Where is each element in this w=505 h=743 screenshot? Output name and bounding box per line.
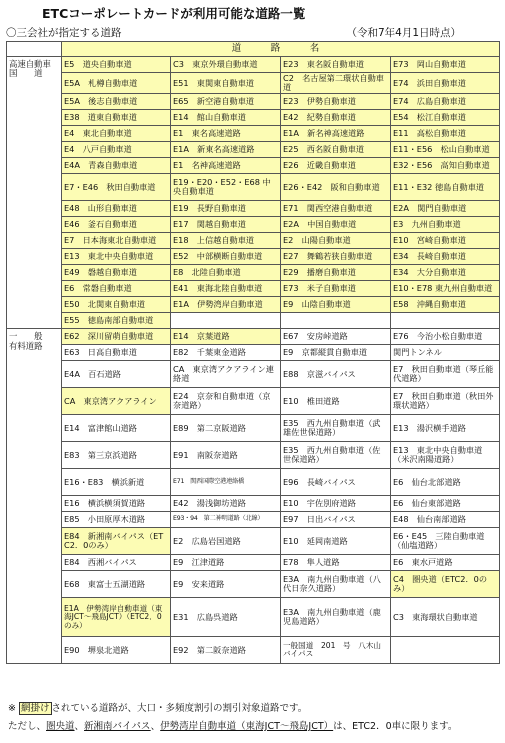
road-cell: E32・E56 高知自動車道 (391, 158, 500, 174)
road-cell: E1A 新東名高速道路 (171, 142, 281, 158)
road-cell (171, 313, 281, 329)
road-cell (391, 637, 500, 664)
road-cell: E35 西九州自動車道（武雄佐世保道路） (281, 415, 391, 442)
table-row (7, 496, 500, 512)
road-cell: E54 松江自動車道 (391, 110, 500, 126)
footnote-road-3: 伊勢湾岸自動車道（東海JCT～飛島JCT） (160, 721, 334, 732)
road-cell: E46 釜石自動車道 (62, 217, 171, 233)
table-row (7, 201, 500, 217)
road-cell: E71 関西空港自動車道 (281, 201, 391, 217)
road-cell: E48 仙台南部道路 (391, 512, 500, 528)
road-cell: E2A 中国自動車道 (281, 217, 391, 233)
road-cell: E92 第二阪奈道路 (171, 637, 281, 664)
road-cell: E19 長野自動車道 (171, 201, 281, 217)
table-row (7, 158, 500, 174)
road-cell: E89 第二京阪道路 (171, 415, 281, 442)
category-label: 高速自動車 (9, 59, 51, 69)
road-cell: E52 中部横断自動車道 (171, 249, 281, 265)
road-cell: E16・E83 横浜新道 (62, 469, 171, 496)
table-row (7, 297, 500, 313)
table-row (7, 281, 500, 297)
table-row (7, 142, 500, 158)
road-cell: E10 宮崎自動車道 (391, 233, 500, 249)
road-cell: E26・E42 阪和自動車道 (281, 174, 391, 201)
table-row (7, 73, 500, 94)
road-cell: E84 新湘南バイパス（ETC2．0のみ） (62, 528, 171, 555)
road-cell: C2 名古屋第二環状自動車道 (281, 73, 391, 94)
road-cell: E16 横浜横須賀道路 (62, 496, 171, 512)
road-cell: E58 沖縄自動車道 (391, 297, 500, 313)
road-cell: E8 北陸自動車道 (171, 265, 281, 281)
road-cell: E23 東名阪自動車道 (281, 57, 391, 73)
road-cell: E41 東海北陸自動車道 (171, 281, 281, 297)
table-row (7, 265, 500, 281)
table-row (7, 415, 500, 442)
road-cell: E34 長崎自動車道 (391, 249, 500, 265)
road-cell: E10 延岡南道路 (281, 528, 391, 555)
footnote-suffix: は、ETC2．0車に限ります。 (333, 721, 458, 732)
road-cell: E73 岡山自動車道 (391, 57, 500, 73)
shaded-legend: 網掛け (21, 703, 50, 714)
table-row (7, 329, 500, 345)
table-row (7, 442, 500, 469)
road-cell: E4 八戸自動車道 (62, 142, 171, 158)
road-cell: E11・E56 松山自動車道 (391, 142, 500, 158)
road-cell: E6 常磐自動車道 (62, 281, 171, 297)
road-cell: E90 堺泉北道路 (62, 637, 171, 664)
road-cell: E4A 百石道路 (62, 361, 171, 388)
road-cell: C3 東京外環自動車道 (171, 57, 281, 73)
road-cell: E51 東関東自動車道 (171, 73, 281, 94)
road-cell: E5 道央自動車道 (62, 57, 171, 73)
category-label: 有料道路 (9, 340, 43, 351)
road-cell (281, 313, 391, 329)
table-row (7, 512, 500, 528)
road-cell: E11・E32 徳島自動車道 (391, 174, 500, 201)
table-row (7, 174, 500, 201)
table-row (7, 528, 500, 555)
table-row (7, 637, 500, 664)
road-cell (391, 313, 500, 329)
road-cell: E88 京滋バイパス (281, 361, 391, 388)
footnote-prefix: ただし、 (8, 721, 47, 732)
footnote-road-1: 圏央道 (46, 721, 75, 732)
road-cell: C4 圏央道（ETC2．0のみ） (391, 571, 500, 598)
road-cell: E73 米子自動車道 (281, 281, 391, 297)
road-cell: E6 仙台東部道路 (391, 496, 500, 512)
header-corner (7, 42, 62, 57)
table-row (7, 94, 500, 110)
road-cell: E42 紀勢自動車道 (281, 110, 391, 126)
road-cell: E65 新空港自動車道 (171, 94, 281, 110)
table-row (7, 126, 500, 142)
road-cell: E6・E45 三陸自動車道（仙塩道路） (391, 528, 500, 555)
road-cell: E74 広島自動車道 (391, 94, 500, 110)
road-cell: E13 湯沢横手道路 (391, 415, 500, 442)
road-cell: E91 南阪奈道路 (171, 442, 281, 469)
footnote-sep: 、 (74, 721, 85, 732)
table-row (7, 249, 500, 265)
table-row (7, 555, 500, 571)
highway-category (7, 57, 62, 329)
road-cell: E4A 青森自動車道 (62, 158, 171, 174)
road-table (6, 41, 500, 664)
road-cell: E4 東北自動車道 (62, 126, 171, 142)
road-cell: E49 磐越自動車道 (62, 265, 171, 281)
table-row (7, 217, 500, 233)
road-cell: E10 宇佐別府道路 (281, 496, 391, 512)
road-cell: E3A 南九州自動車道（鹿児島道路） (281, 598, 391, 637)
footnote-text: されている道路が、大口・多頻度割引の割引対象道路です。 (51, 703, 308, 714)
table-row (7, 313, 500, 329)
road-cell: E38 道東自動車道 (62, 110, 171, 126)
road-cell: E10・E78 東九州自動車道 (391, 281, 500, 297)
road-cell: E1A 伊勢湾岸自動車道 (171, 297, 281, 313)
as-of-date: （令和7年4月1日時点） (346, 27, 461, 39)
road-cell: E85 小田原厚木道路 (62, 512, 171, 528)
road-cell: E55 徳島南部自動車道 (62, 313, 171, 329)
general-category (7, 329, 62, 664)
road-cell: E2 広島岩国道路 (171, 528, 281, 555)
road-cell: E76 今治小松自動車道 (391, 329, 500, 345)
road-cell: E25 西名阪自動車道 (281, 142, 391, 158)
table-row (7, 233, 500, 249)
road-cell: E3A 南九州自動車道（八代日奈久道路） (281, 571, 391, 598)
road-cell: E10 椎田道路 (281, 388, 391, 415)
road-cell: E14 京葉道路 (171, 329, 281, 345)
road-cell: E71 関西国際空港連絡橋 (171, 469, 281, 496)
road-cell: E26 近畿自動車道 (281, 158, 391, 174)
road-cell: E13 東北中央自動車道（米沢南陽道路） (391, 442, 500, 469)
road-cell: E96 長崎バイパス (281, 469, 391, 496)
table-row (7, 57, 500, 73)
footnote-road-2: 新湘南バイパス (84, 721, 151, 732)
road-cell: E2 山陽自動車道 (281, 233, 391, 249)
table-row (7, 571, 500, 598)
category-label: 一 般 (9, 331, 43, 342)
table-header: 道 路 名 (62, 42, 500, 57)
road-cell: E23 伊勢自動車道 (281, 94, 391, 110)
footnote-etc2 (8, 718, 457, 732)
road-cell: E27 舞鶴若狭自動車道 (281, 249, 391, 265)
road-cell: E42 湯浅御坊道路 (171, 496, 281, 512)
table-row (7, 598, 500, 637)
road-cell: E7 日本海東北自動車道 (62, 233, 171, 249)
road-cell: E48 山形自動車道 (62, 201, 171, 217)
road-cell: E3 九州自動車道 (391, 217, 500, 233)
road-cell: E84 西湘バイパス (62, 555, 171, 571)
footnote-sep: 、 (150, 721, 161, 732)
road-cell: E1A 伊勢湾岸自動車道（東海JCT～飛島JCT）（ETC2．0のみ） (62, 598, 171, 637)
road-cell: E7・E46 秋田自動車道 (62, 174, 171, 201)
table-row (7, 345, 500, 361)
road-cell: E2A 関門自動車道 (391, 201, 500, 217)
table-row (7, 469, 500, 496)
road-cell: E7 秋田自動車道（琴丘能代道路） (391, 361, 500, 388)
road-cell: E78 隼人道路 (281, 555, 391, 571)
road-cell: E67 安房峠道路 (281, 329, 391, 345)
page-title: ETCコーポレートカードが利用可能な道路一覧 (42, 6, 306, 21)
table-row (7, 388, 500, 415)
road-cell: E7 秋田自動車道（秋田外環状道路） (391, 388, 500, 415)
road-cell: E83 第三京浜道路 (62, 442, 171, 469)
road-cell: 関門トンネル (391, 345, 500, 361)
road-cell: E63 日高自動車道 (62, 345, 171, 361)
road-cell: E13 東北中央自動車道 (62, 249, 171, 265)
road-cell: E9 江津道路 (171, 555, 281, 571)
road-cell: E31 広島呉道路 (171, 598, 281, 637)
table-header-row (7, 42, 500, 57)
road-cell: E35 西九州自動車道（佐世保道路） (281, 442, 391, 469)
table-row (7, 110, 500, 126)
category-label: 国 道 (9, 68, 43, 79)
road-cell: E11 高松自動車道 (391, 126, 500, 142)
road-cell: E1 名神高速道路 (171, 158, 281, 174)
road-cell: E14 館山自動車道 (171, 110, 281, 126)
footnote-mark: ※ (8, 703, 16, 714)
road-cell: E9 安来道路 (171, 571, 281, 598)
road-cell: 一般国道 201 号 八木山バイパス (281, 637, 391, 664)
road-cell: E9 京都縦貫自動車道 (281, 345, 391, 361)
road-cell: E6 東水戸道路 (391, 555, 500, 571)
road-cell: E6 仙台北部道路 (391, 469, 500, 496)
road-cell: CA 東京湾アクアライン (62, 388, 171, 415)
road-cell: CA 東京湾アクアライン連絡道 (171, 361, 281, 388)
road-cell: E1 東名高速道路 (171, 126, 281, 142)
road-cell: E74 浜田自動車道 (391, 73, 500, 94)
road-cell: E18 上信越自動車道 (171, 233, 281, 249)
road-cell: E17 関越自動車道 (171, 217, 281, 233)
road-cell: E9 山陰自動車道 (281, 297, 391, 313)
road-cell: C3 東海環状自動車道 (391, 598, 500, 637)
road-cell: E29 播磨自動車道 (281, 265, 391, 281)
road-cell: E50 北関東自動車道 (62, 297, 171, 313)
footnote-discount (8, 700, 307, 714)
road-cell: E62 深川留萌自動車道 (62, 329, 171, 345)
table-row (7, 361, 500, 388)
road-cell: E82 千葉東金道路 (171, 345, 281, 361)
road-cell: E19・E20・E52・E68 中央自動車道 (171, 174, 281, 201)
road-cell: E5A 後志自動車道 (62, 94, 171, 110)
road-cell: E93・94 第二神明道路（北線） (171, 512, 281, 528)
road-cell: E1A 新名神高速道路 (281, 126, 391, 142)
road-cell: E34 大分自動車道 (391, 265, 500, 281)
section-subtitle: 〇三会社が指定する道路 (6, 27, 122, 39)
road-cell: E5A 札樽自動車道 (62, 73, 171, 94)
road-cell: E24 京奈和自動車道（京奈道路） (171, 388, 281, 415)
road-cell: E68 東富士五湖道路 (62, 571, 171, 598)
road-cell: E14 富津館山道路 (62, 415, 171, 442)
road-cell: E97 日出バイパス (281, 512, 391, 528)
